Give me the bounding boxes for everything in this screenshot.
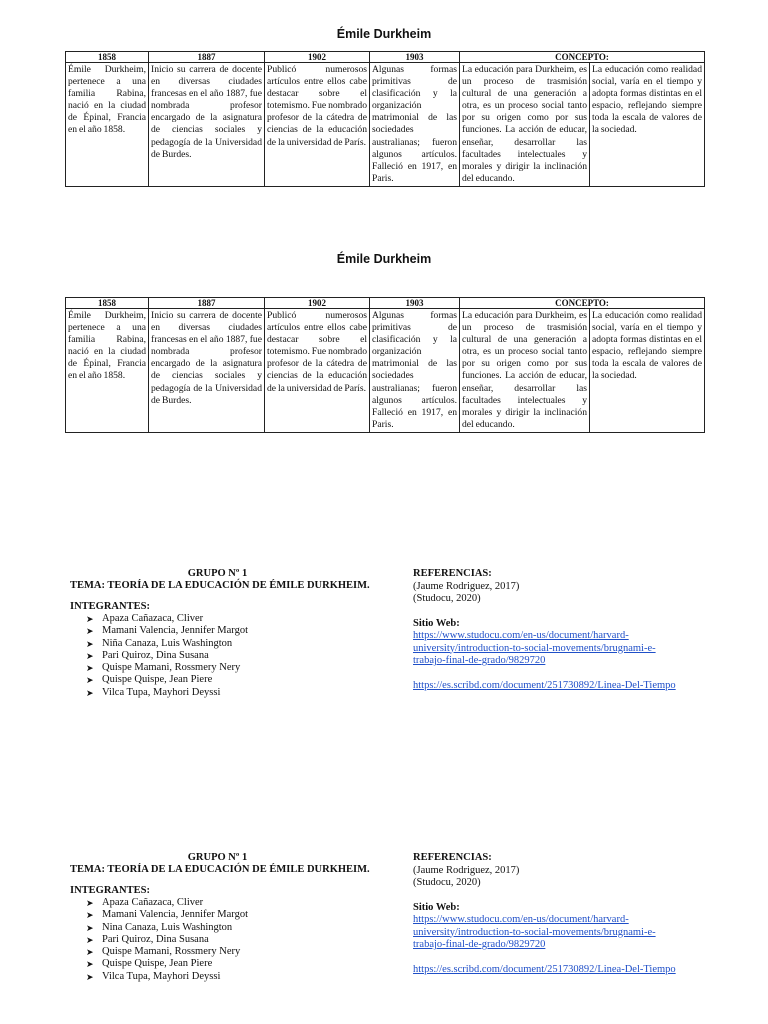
cell-1887: Inicio su carrera de docente en diversas ciudades francesas en el año 1887, fue nombrada profesor encargado de la asignatura de ciencias sociales y pedagogía de la Universidad de Burdes. [149, 309, 265, 433]
arrow-bullet-icon: ➤ [86, 626, 94, 637]
list-item: ➤ Pari Quiroz, Dina Susana [86, 649, 209, 661]
cell-concepto-a: La educación para Durkheim, es un proceso de trasmisión cultural de una generación a otra, es un proceso social tanto por su origen como por sus funciones. La acción de educar, enseñar, desarrollar las facultades intelectuales y morales y dirigir la inclinación del educando. [460, 309, 590, 433]
table-header-row [66, 52, 705, 63]
header-1887: 1887 [149, 52, 265, 63]
table-row [66, 63, 705, 187]
header-concepto: CONCEPTO: [460, 52, 705, 63]
list-item: ➤ Niña Canaza, Luis Washington [86, 637, 233, 649]
website-label: Sitio Web: [413, 617, 460, 629]
list-item: ➤ Quispe Quispe, Jean Piere [86, 958, 213, 970]
studocu-link[interactable]: https://www.studocu.com/en-us/document/harvard- university/introduction-to-social-movements/brugnami-e- trabajo-final-de-grado/9829720 [413, 914, 656, 950]
cell-1858: Émile Durkheim, pertenece a una familia Rabina, nació en la ciudad de Épinal, Francia en el año 1858. [66, 63, 149, 187]
table-header-row [66, 298, 705, 309]
website-label: Sitio Web: [413, 901, 460, 913]
list-item: ➤ Quispe Quispe, Jean Piere [86, 674, 213, 686]
scribd-link[interactable]: https://es.scribd.com/document/251730892/Linea-Del-Tiempo [413, 679, 676, 691]
page-title: Émile Durkheim [336, 27, 432, 41]
arrow-bullet-icon: ➤ [86, 959, 94, 970]
header-1902: 1902 [265, 52, 370, 63]
header-1903: 1903 [370, 298, 460, 309]
header-1903: 1903 [370, 52, 460, 63]
cell-concepto-b: La educación como realidad social, varía en el tiempo y adopta formas distintas en el espacio, reflejando siempre toda la escala de valores de la sociedad. [590, 309, 705, 433]
arrow-bullet-icon: ➤ [86, 898, 94, 908]
arrow-bullet-icon: ➤ [86, 910, 94, 921]
group-heading: GRUPO Nº 1 [187, 568, 248, 579]
list-item: ➤ Apaza Cañazaca, Cliver [86, 897, 204, 908]
cell-1903: Algunas formas primitivas de clasificación y la organización matrimonial de las sociedades australianas; fueron algunos artículos. Falleció en 1917, en Paris. [370, 63, 460, 187]
references-section [413, 568, 713, 692]
arrow-bullet-icon: ➤ [86, 971, 94, 982]
header-1887: 1887 [149, 298, 265, 309]
table-row [66, 309, 705, 433]
studocu-link[interactable]: https://www.studocu.com/en-us/document/harvard- university/introduction-to-social-movements/brugnami-e- trabajo-final-de-grado/9829720 [413, 630, 656, 666]
members-label: INTEGRANTES: [70, 601, 150, 612]
group-heading: GRUPO Nº 1 [187, 852, 248, 863]
list-item: ➤ Quispe Mamani, Rossmery Nery [86, 662, 241, 674]
header-1858: 1858 [66, 52, 149, 63]
group-topic: TEMA: TEORÍA DE LA EDUCACIÓN DE ÉMILE DURKHEIM. [70, 864, 370, 875]
group-topic: TEMA: TEORÍA DE LA EDUCACIÓN DE ÉMILE DURKHEIM. [70, 580, 370, 591]
group-section-repeat [70, 852, 390, 983]
list-item: ➤ Nina Canaza, Luis Washington [86, 921, 233, 933]
timeline-table-repeat [65, 297, 705, 433]
cell-1902: Publicó numerosos artículos entre ellos cabe destacar sobre el totemismo. Fue nombrado profesor de la cátedra de ciencias de la educación de la universidad de París. [265, 309, 370, 433]
header-concepto: CONCEPTO: [460, 298, 705, 309]
reference-item: (Studocu, 2020) [413, 877, 481, 888]
scribd-link[interactable]: https://es.scribd.com/document/251730892/Linea-Del-Tiempo [413, 963, 676, 975]
members-label: INTEGRANTES: [70, 885, 150, 896]
arrow-bullet-icon: ➤ [86, 934, 94, 945]
cell-1903: Algunas formas primitivas de clasificación y la organización matrimonial de las sociedades australianas; fueron algunos artículos. Falleció en 1917, en Paris. [370, 309, 460, 433]
cell-1858: Émile Durkheim, pertenece a una familia Rabina, nació en la ciudad de Épinal, Francia en el año 1858. [66, 309, 149, 433]
list-item: ➤ Pari Quiroz, Dina Susana [86, 933, 209, 945]
cell-1902: Publicó numerosos artículos entre ellos cabe destacar sobre el totemismo. Fue nombrado profesor de la cátedra de ciencias de la educación de la universidad de París. [265, 63, 370, 187]
references-section-repeat [413, 852, 713, 976]
cell-1887: Inicio su carrera de docente en diversas ciudades francesas en el año 1887, fue nombrada profesor encargado de la asignatura de ciencias sociales y pedagogía de la Universidad de Burdes. [149, 63, 265, 187]
header-1902: 1902 [265, 298, 370, 309]
references-label: REFERENCIAS: [413, 852, 492, 863]
arrow-bullet-icon: ➤ [86, 675, 94, 686]
arrow-bullet-icon: ➤ [86, 947, 94, 958]
arrow-bullet-icon: ➤ [86, 687, 94, 698]
reference-item: (Jaume Rodriguez, 2017) [413, 864, 520, 876]
reference-item: (Jaume Rodriguez, 2017) [413, 580, 520, 592]
arrow-bullet-icon: ➤ [86, 922, 94, 933]
arrow-bullet-icon: ➤ [86, 638, 94, 649]
reference-item: (Studocu, 2020) [413, 593, 481, 604]
list-item: ➤ Mamani Valencia, Jennifer Margot [86, 909, 248, 921]
arrow-bullet-icon: ➤ [86, 614, 94, 624]
list-item: ➤ Vilca Tupa, Mayhori Deyssi [86, 970, 221, 982]
group-section [70, 568, 390, 699]
timeline-table [65, 51, 705, 187]
list-item: ➤ Apaza Cañazaca, Cliver [86, 613, 204, 624]
cell-concepto-a: La educación para Durkheim, es un proceso de trasmisión cultural de una generación a otra, es un proceso social tanto por su origen como por sus funciones. La acción de educar, enseñar, desarrollar las facultades intelectuales y morales y dirigir la inclinación del educando. [460, 63, 590, 187]
cell-concepto-b: La educación como realidad social, varía en el tiempo y adopta formas distintas en el espacio, reflejando siempre toda la escala de valores de la sociedad. [590, 63, 705, 187]
header-1858: 1858 [66, 298, 149, 309]
references-label: REFERENCIAS: [413, 568, 492, 579]
list-item: ➤ Vilca Tupa, Mayhori Deyssi [86, 686, 221, 698]
arrow-bullet-icon: ➤ [86, 650, 94, 661]
members-list [70, 613, 390, 699]
arrow-bullet-icon: ➤ [86, 663, 94, 674]
list-item: ➤ Mamani Valencia, Jennifer Margot [86, 625, 248, 637]
members-list [70, 897, 390, 983]
list-item: ➤ Quispe Mamani, Rossmery Nery [86, 946, 241, 958]
page-title-repeat: Émile Durkheim [336, 252, 432, 266]
